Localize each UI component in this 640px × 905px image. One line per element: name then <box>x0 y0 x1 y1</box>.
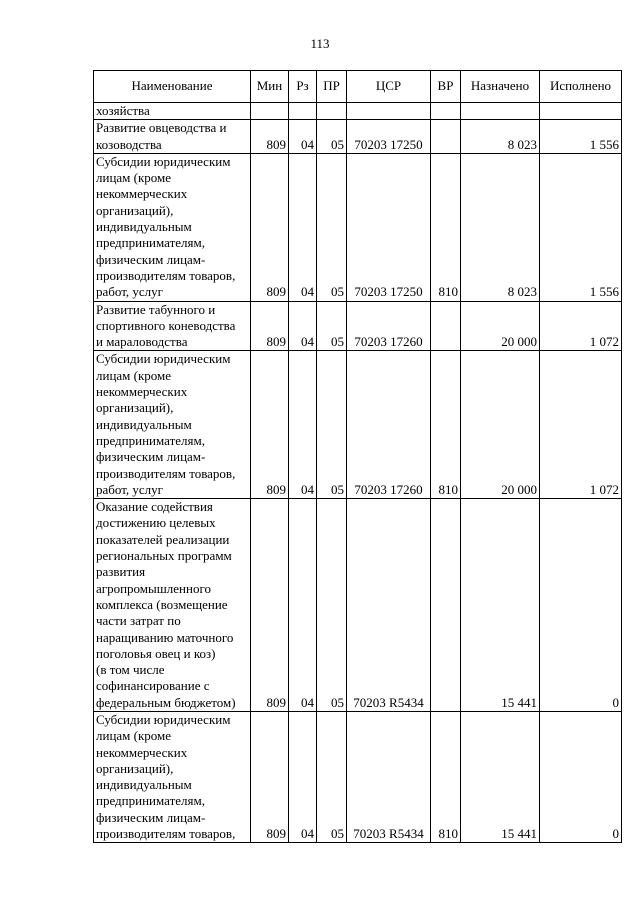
row-rz: 04 <box>289 351 317 499</box>
header-pr: ПР <box>317 71 347 103</box>
row-min: 809 <box>251 499 289 712</box>
row-name: Развитие овцеводства и козоводства <box>94 120 251 154</box>
row-vr <box>431 120 461 154</box>
row-vr: 810 <box>431 711 461 842</box>
header-executed: Исполнено <box>540 71 622 103</box>
header-vr: ВР <box>431 71 461 103</box>
row-rz <box>289 103 317 120</box>
row-assigned: 20 000 <box>461 301 540 351</box>
table-row <box>94 351 622 499</box>
table-header-row <box>94 71 622 103</box>
table-row <box>94 153 622 301</box>
budget-table <box>93 70 622 843</box>
row-vr: 810 <box>431 351 461 499</box>
row-rz: 04 <box>289 711 317 842</box>
row-name: хозяйства <box>94 103 251 120</box>
row-vr: 810 <box>431 153 461 301</box>
row-assigned: 15 441 <box>461 711 540 842</box>
row-name: Субсидии юридическим лицам (кроме некоммерческих организаций), индивидуальным предпринимателям, физическим лицам- производителям товаров, работ, услуг <box>94 351 251 499</box>
row-min: 809 <box>251 153 289 301</box>
table-row <box>94 499 622 712</box>
row-min: 809 <box>251 120 289 154</box>
row-executed: 1 556 <box>540 120 622 154</box>
row-executed: 1 072 <box>540 351 622 499</box>
row-pr: 05 <box>317 301 347 351</box>
header-csr: ЦСР <box>347 71 431 103</box>
row-assigned: 20 000 <box>461 351 540 499</box>
row-executed: 0 <box>540 499 622 712</box>
row-assigned: 8 023 <box>461 153 540 301</box>
header-name: Наименование <box>94 71 251 103</box>
page-number: 113 <box>310 36 330 51</box>
row-name: Субсидии юридическим лицам (кроме некоммерческих организаций), индивидуальным предпринимателям, физическим лицам- производителям товаров, <box>94 711 251 842</box>
row-csr: 70203 17250 <box>347 153 431 301</box>
row-pr: 05 <box>317 153 347 301</box>
row-pr: 05 <box>317 120 347 154</box>
row-csr <box>347 103 431 120</box>
row-executed: 0 <box>540 711 622 842</box>
row-rz: 04 <box>289 499 317 712</box>
header-assigned: Назначено <box>461 71 540 103</box>
row-pr <box>317 103 347 120</box>
row-csr: 70203 17250 <box>347 120 431 154</box>
row-vr <box>431 301 461 351</box>
row-rz: 04 <box>289 301 317 351</box>
row-name: Развитие табунного и спортивного коневодства и мараловодства <box>94 301 251 351</box>
row-pr: 05 <box>317 351 347 499</box>
row-min <box>251 103 289 120</box>
row-executed: 1 072 <box>540 301 622 351</box>
row-rz: 04 <box>289 153 317 301</box>
row-min: 809 <box>251 711 289 842</box>
row-assigned <box>461 103 540 120</box>
row-rz: 04 <box>289 120 317 154</box>
row-assigned: 8 023 <box>461 120 540 154</box>
row-executed: 1 556 <box>540 153 622 301</box>
row-csr: 70203 17260 <box>347 351 431 499</box>
row-pr: 05 <box>317 711 347 842</box>
row-name: Субсидии юридическим лицам (кроме некоммерческих организаций), индивидуальным предпринимателям, физическим лицам- производителям товаров, работ, услуг <box>94 153 251 301</box>
row-name: Оказание содействия достижению целевых показателей реализации региональных программ развития агропромышленного комплекса (возмещение части затрат по наращиванию маточного поголовья овец и коз) (в том числе софинансирование с федеральным бюджетом) <box>94 499 251 712</box>
row-vr <box>431 499 461 712</box>
header-rz: Рз <box>289 71 317 103</box>
header-min: Мин <box>251 71 289 103</box>
row-executed <box>540 103 622 120</box>
row-assigned: 15 441 <box>461 499 540 712</box>
row-csr: 70203 R5434 <box>347 711 431 842</box>
table-row <box>94 103 622 120</box>
row-vr <box>431 103 461 120</box>
table-row <box>94 120 622 154</box>
row-pr: 05 <box>317 499 347 712</box>
row-min: 809 <box>251 351 289 499</box>
table-row <box>94 301 622 351</box>
row-csr: 70203 17260 <box>347 301 431 351</box>
table-row <box>94 711 622 842</box>
row-min: 809 <box>251 301 289 351</box>
row-csr: 70203 R5434 <box>347 499 431 712</box>
